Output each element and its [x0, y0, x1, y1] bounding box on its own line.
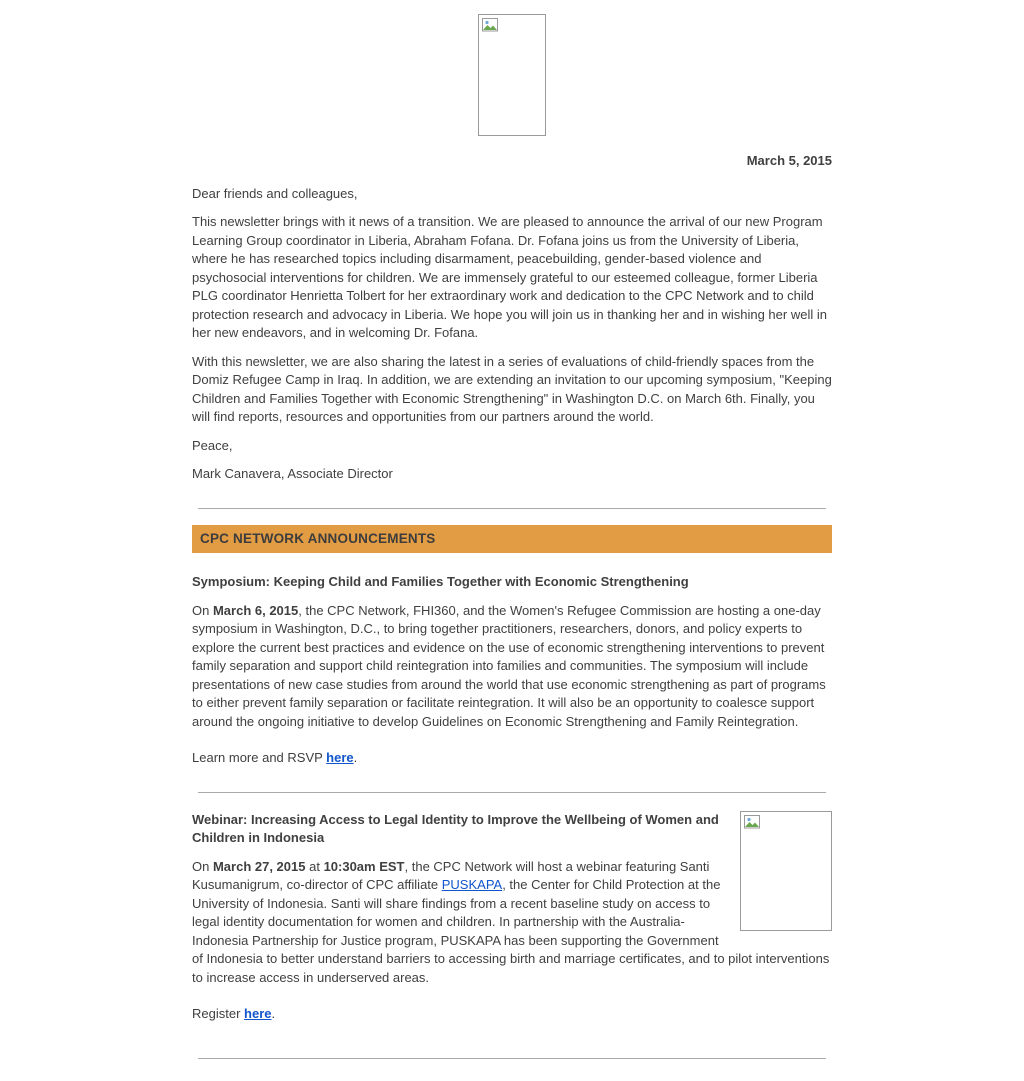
webinar-section [192, 811, 832, 1034]
signoff: Peace, [192, 437, 233, 453]
webinar-text-mid2: , the CPC Network will host a webinar featuring Santi Kusumanigrum, co-director of CPC affiliate [192, 858, 710, 892]
webinar-text-rest: , the Center for Child Protection at the University of Indonesia. Santi will share findings from a recent baseline study on access to legal identity documentation for women and children. In partnership with the Australia-Indonesia Partnership for Justice program, PUSKAPA has been supporting the Government of Indonesia to better understand barriers to accessing birth and marriage certificates, and to pilot interventions to increase access in underserved areas. [192, 877, 830, 985]
symposium-text-rest: , the CPC Network, FHI360, and the Women's Refugee Commission are hosting a one-day symposium in Washington, D.C., to bring together practitioners, researchers, donors, and policy experts to explore the current best practices and evidence on the use of economic strengthening interventions to prevent family separation and support child reintegration into families and communities. The symposium will include presentations of new case studies from around the world that use economic strengthening as part of programs to either prevent family separation or facilitate reintegration. It will also be an opportunity to coalesce support around the ongoing initiative to develop Guidelines on Economic Strengthening and Family Reintegration. [192, 602, 826, 729]
signature: Mark Canavera, Associate Director [192, 466, 393, 481]
bottom-spacer [192, 1059, 832, 1081]
symposium-cta [192, 749, 832, 768]
webinar-text-prefix: On [192, 858, 213, 874]
intro-paragraph-transition: This newsletter brings with it news of a transition. We are pleased to announce the arrival of our new Program Learning Group coordinator in Liberia, Abraham Fofana. Dr. Fofana joins us from the University of Liberia, where he has researched topics including disarmament, peacebuilding, gender-based violence and psychosocial interventions for children. We are immensely grateful to our esteemed colleague, former Liberia PLG coordinator Henrietta Tolbert for her extraordinary work and dedication to the CPC Network and to child protection research and advocacy in Liberia. We hope you will join us in thanking her and in wishing her well in her new endeavors, and in welcoming Dr. Fofana. [192, 214, 827, 340]
puskapa-link[interactable]: PUSKAPA [441, 877, 503, 892]
symposium-text-prefix: On [192, 602, 213, 618]
intro-paragraph-contents: With this newsletter, we are also sharing the latest in a series of evaluations of child-friendly spaces from the Domiz Refugee Camp in Iraq. In addition, we are extending an invitation to our upcoming symposium, "Keeping Children and Families Together with Economic Strengthening" in Washington D.C. on March 6th. Finally, you will find reports, resources and opportunities from our partners around the world. [192, 353, 832, 424]
webinar-register-here-link[interactable]: here [244, 1006, 272, 1021]
webinar-cta [192, 1005, 832, 1024]
symposium-rsvp-here-link[interactable]: here [326, 750, 354, 765]
symposium-title: Symposium: Keeping Child and Families Together with Economic Strengthening [192, 574, 689, 589]
webinar-cta-text: Register [192, 1006, 245, 1021]
symposium-paragraph [192, 602, 832, 732]
webinar-title: Webinar: Increasing Access to Legal Identity to Improve the Wellbeing of Women and Children in Indonesia [192, 811, 719, 845]
webinar-time-bold: 10:30am EST [323, 858, 405, 874]
webinar-cta-period: . [271, 1006, 276, 1021]
symposium-date-bold: March 6, 2015 [212, 602, 299, 618]
symposium-cta-text: Learn more and RSVP [192, 750, 327, 765]
symposium-cta-period: . [353, 750, 358, 765]
broken-image-icon [744, 815, 760, 831]
webinar-image-placeholder [740, 811, 832, 931]
webinar-date-bold: March 27, 2015 [212, 858, 306, 874]
broken-image-icon [482, 18, 498, 34]
email-newsletter [192, 14, 832, 1081]
announcements-banner: CPC NETWORK ANNOUNCEMENTS [192, 525, 832, 554]
newsletter-date: March 5, 2015 [746, 153, 832, 168]
header-logo-image-placeholder [478, 14, 546, 136]
section-divider [198, 508, 826, 509]
greeting: Dear friends and colleagues, [192, 185, 358, 201]
section-divider-2 [198, 792, 826, 793]
webinar-text-mid1: at [305, 858, 324, 874]
webinar-paragraph [192, 858, 832, 988]
